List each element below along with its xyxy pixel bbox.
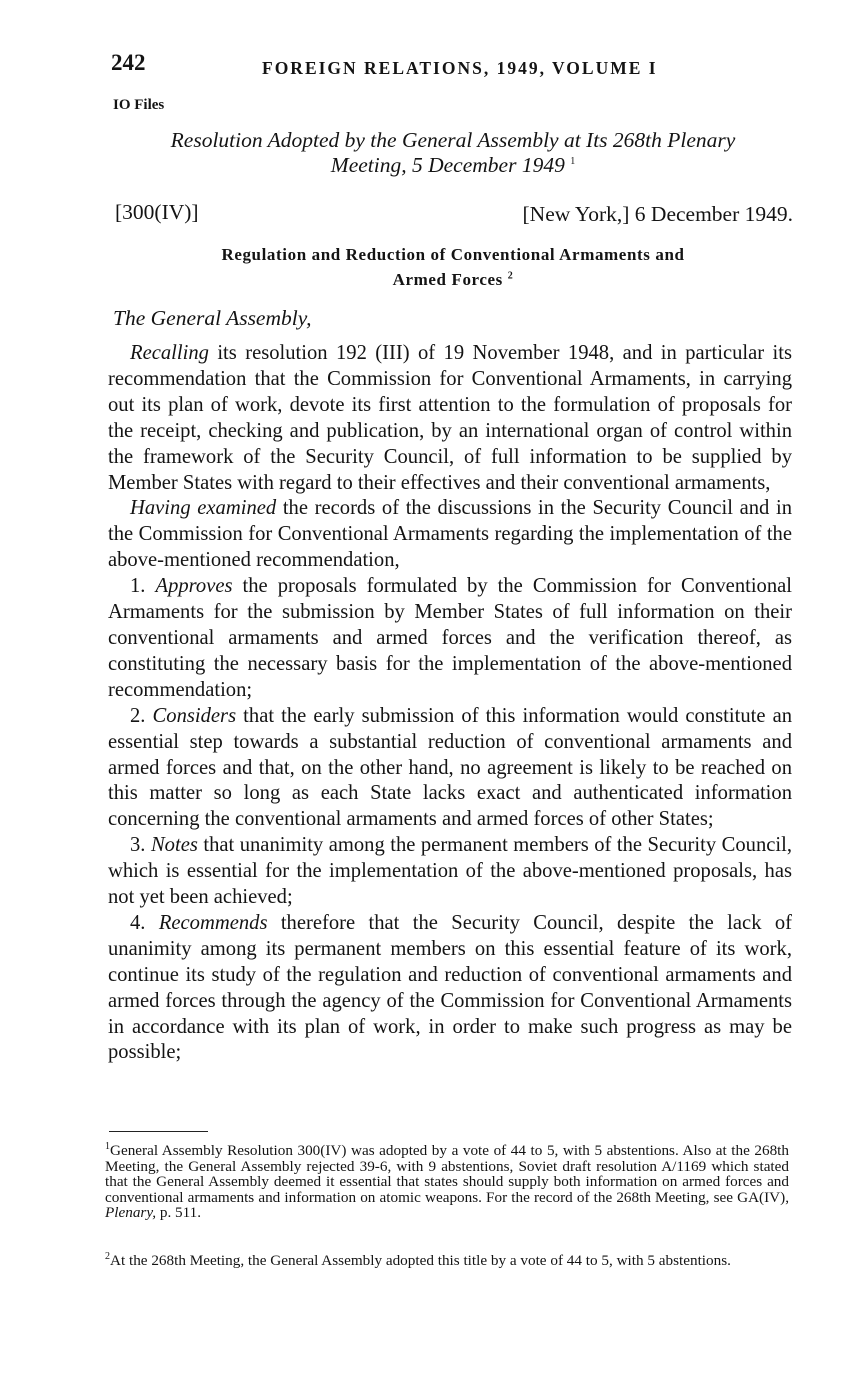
resolution-number: [300(IV)]	[115, 200, 199, 224]
document-title-line-2	[113, 153, 793, 178]
footnote-ref-1[interactable]: 1	[570, 155, 576, 167]
place-date: [New York,] 6 December 1949.	[522, 202, 793, 226]
paragraph-4	[108, 911, 792, 1066]
footnote-ref-2[interactable]: 2	[507, 270, 514, 282]
paragraph-lead: Having examined	[130, 497, 277, 520]
paragraph-text: the proposals formulated by the Commission for Conventional Armaments for the submission by Member States of full information on their conventional armaments and armed forces and the verification thereof, as constituting the necessary basis for the implementation of the above-mentioned recommendation;	[108, 575, 793, 701]
footnote-text-end: p. 511.	[156, 1204, 202, 1222]
title-text-2: Meeting, 5 December 1949	[330, 153, 565, 177]
paragraph-lead: Recalling	[130, 342, 209, 364]
paragraph-number: 3.	[130, 834, 151, 857]
paragraph-number: 4.	[130, 911, 159, 934]
paragraph-number: 2.	[130, 704, 153, 727]
paragraph-text: that unanimity among the permanent members of the Security Council, which is essential for the implementation of the above-mentioned proposals, has not yet been achieved;	[108, 834, 792, 909]
footnote-text: General Assembly Resolution 300(IV) was adopted by a vote of 44 to 5, with 5 abstentions. Also at the 268th Meeting, the General Assembly rejected 39-6, with 9 abstentions, Soviet draft resolution A/1169 which stated that the General Assembly deemed it essential that states should supply both information on armed forces and conventional armaments and information on atomic weapons. For the record of the 268th Meeting, see GA(IV),	[105, 1142, 789, 1206]
footnote-2	[105, 1250, 789, 1269]
subject-line-1: Regulation and Reduction of Conventional Armaments and	[221, 245, 685, 264]
paragraph-text: its resolution 192 (III) of 19 November 1948, and in particular its recommendation that the Commission for Conventional Armaments, in carrying out its plan of work, devote its first attention to the formulation of proposals for the receipt, checking and publication, by an international organ of control within the framework of the Security Council, of full information to be supplied by Member States with regard to their effectives and their conventional armaments,	[108, 342, 792, 494]
document-title-line-1	[113, 128, 793, 153]
paragraph-text: therefore that the Security Council, despite the lack of unanimity among its permanent members on this essential feature of its work, continue its study of the regulation and reduction of conventional armaments and armed forces through the agency of the Commission for Conventional Armaments in accordance with its plan of work, in order to make such progress as may be possible;	[108, 911, 793, 1064]
paragraph-lead: Considers	[152, 704, 237, 727]
paragraph-lead: Approves	[155, 575, 233, 598]
paragraph-text: that the early submission of this information would constitute an essential step towards a substantial reduction of conventional armaments and armed forces and that, on the other hand, no agreement is likely to be reached on this matter so long as each State lacks exact and authenticated information concerning the conventional armaments and armed forces of other States;	[108, 704, 793, 831]
footnote-text: At the 268th Meeting, the General Assembly adopted this title by a vote of 44 to 5, with 5 abstentions.	[110, 1252, 731, 1269]
file-reference: IO Files	[113, 97, 165, 113]
title-text-1: Resolution Adopted by the General Assembly at Its 268th Plenary	[170, 128, 736, 152]
paragraph-3	[108, 833, 792, 911]
footnote-1	[105, 1140, 789, 1222]
paragraph-2	[108, 704, 792, 834]
paragraph-recalling	[108, 341, 792, 496]
footnote-mark: 2	[105, 1250, 110, 1262]
page-number: 242	[111, 50, 146, 75]
paragraph-1	[108, 574, 792, 704]
running-head: FOREIGN RELATIONS, 1949, VOLUME I	[262, 58, 658, 78]
salutation: The General Assembly,	[113, 306, 312, 330]
footnote-divider	[109, 1131, 208, 1132]
paragraph-number: 1.	[130, 575, 156, 598]
footnote-mark: 1	[105, 1140, 110, 1152]
footnote-italic: Plenary,	[105, 1204, 157, 1222]
subject-text-2: Armed Forces	[392, 270, 503, 289]
resolution-body	[108, 341, 792, 1066]
paragraph-text: the records of the discussions in the Security Council and in the Commission for Conventional Armaments regarding the implementation of the above-mentioned recommendation,	[108, 497, 792, 572]
paragraph-lead: Recommends	[158, 911, 268, 934]
paragraph-lead: Notes	[150, 834, 198, 857]
subject-line-2	[113, 270, 793, 290]
paragraph-having-examined	[108, 496, 792, 574]
